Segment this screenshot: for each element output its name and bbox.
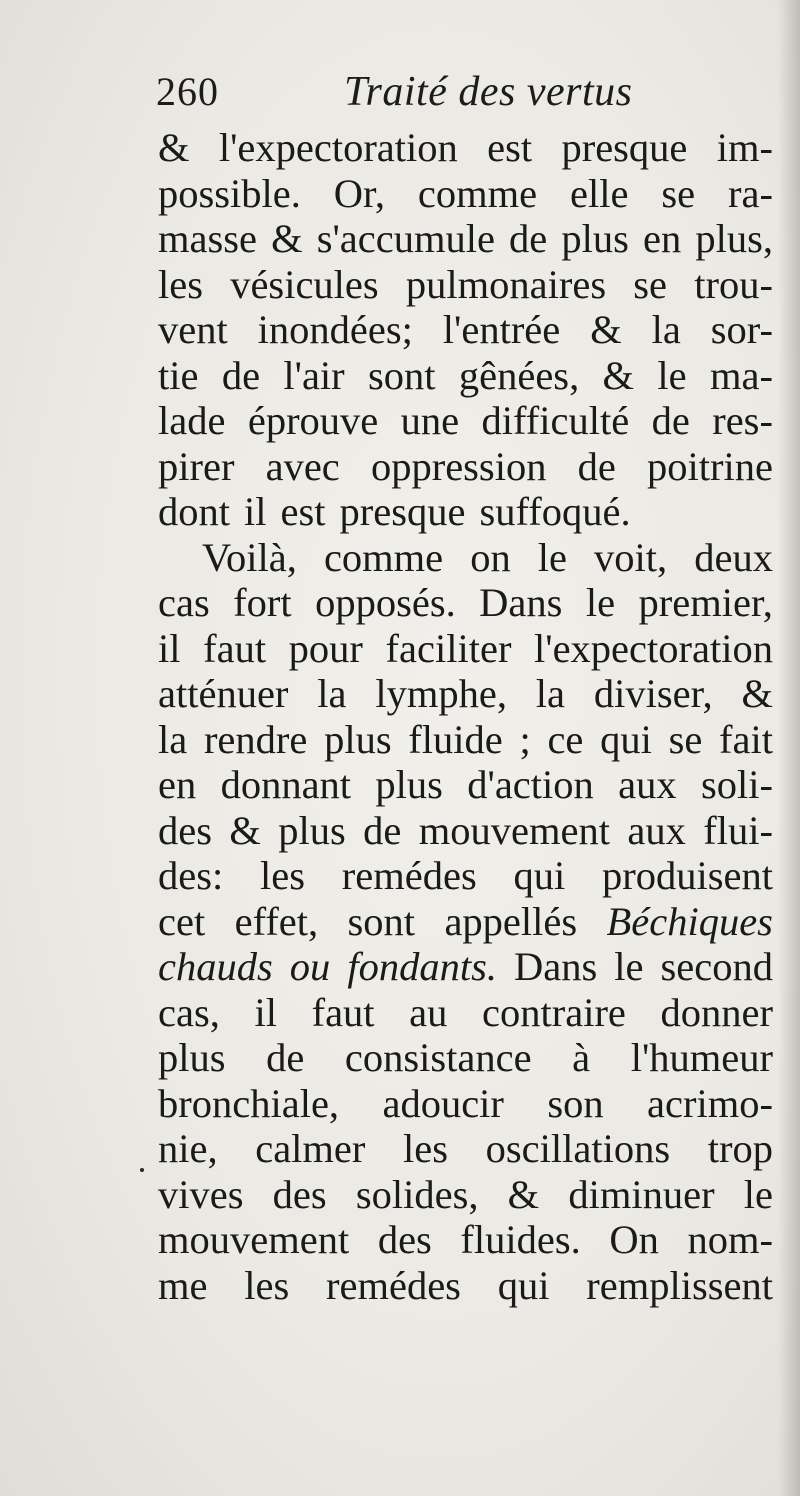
text-line: cet effet, sont appellés Béchiques [158, 898, 773, 944]
text-line: plus de consistance à l'humeur [158, 1035, 773, 1080]
text-line: nie, calmer les oscillations trop [158, 1126, 773, 1171]
text-line: lade éprouve une difficulté de res- [158, 398, 773, 443]
running-head [156, 62, 756, 122]
text-line: en donnant plus d'action aux soli- [158, 762, 773, 807]
text-line: chauds ou fondants. Dans le second [158, 944, 773, 989]
text-line: des & plus de mouvement aux flui- [158, 807, 773, 853]
text-line: tie de l'air sont gênées, & le ma- [158, 352, 773, 398]
text-line: les vésicules pulmonaires se trou- [158, 261, 773, 307]
body-text [158, 125, 773, 1308]
text-line: des: les remédes qui produisent [158, 853, 773, 898]
text-line: Voilà, comme on le voit, deux [202, 534, 773, 580]
text-line: & l'expectoration est presque im- [158, 125, 773, 170]
text-line: bronchiale, adoucir son acrimo- [158, 1080, 773, 1126]
text-line: masse & s'accumule de plus en plus, [158, 216, 773, 261]
text-line: cas fort opposés. Dans le premier, [158, 580, 773, 625]
text-line: la rendre plus fluide ; ce qui se fait [158, 716, 773, 762]
text-line: atténuer la lymphe, la diviser, & [158, 671, 773, 716]
text-line: dont il est presque suffoqué. [158, 489, 631, 534]
page-edge-shadow [778, 0, 800, 1496]
text-line: cas, il faut au contraire donner [158, 989, 773, 1035]
ink-speck [140, 1168, 144, 1172]
text-line: vives des solides, & diminuer le [158, 1171, 773, 1217]
running-title: Traité des vertus [344, 69, 633, 115]
text-line: me les remédes qui remplissent [158, 1262, 773, 1308]
text-line: vent inondées; l'entrée & la sor- [158, 307, 773, 352]
text-line: mouvement des fluides. On nom- [158, 1217, 773, 1262]
text-line: possible. Or, comme elle se ra- [158, 170, 773, 216]
page-number: 260 [156, 69, 219, 114]
text-line: pirer avec oppression de poitrine [158, 443, 773, 489]
text-line: il faut pour faciliter l'expectoration [158, 625, 773, 671]
